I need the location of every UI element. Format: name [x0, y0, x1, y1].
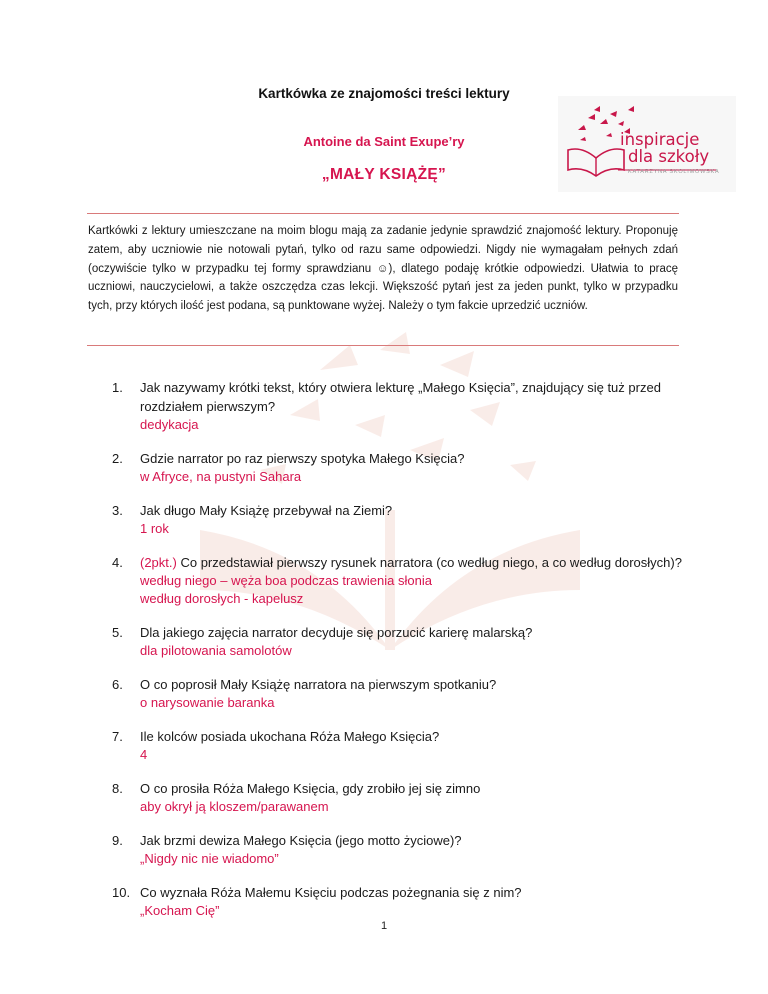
intro-bottom-rule [87, 345, 679, 346]
answer-text: dla pilotowania samolotów [140, 643, 292, 658]
questions-list [112, 378, 682, 935]
question-item [112, 501, 682, 538]
question-text [140, 553, 682, 572]
question-label: Co przedstawiał pierwszy rysunek narratora (co według niego, a co według dorosłych)? [180, 555, 682, 570]
question-number: 8. [112, 781, 123, 796]
answer-text: aby okrył ją kloszem/parawanem [140, 799, 329, 814]
answer-text: o narysowanie baranka [140, 695, 275, 710]
question-label: Jak długo Mały Książę przebywał na Ziemi? [140, 503, 393, 518]
question-item [112, 553, 682, 608]
question-points: (2pkt.) [140, 555, 177, 570]
question-label: Gdzie narrator po raz pierwszy spotyka Małego Księcia? [140, 451, 465, 466]
question-label: Jak nazywamy krótki tekst, który otwiera lekturę „Małego Księcia”, znajdujący się tuż przed rozdziałem pierwszym? [140, 380, 661, 414]
question-item [112, 449, 682, 486]
question-text [140, 675, 682, 694]
answer-text: „Nigdy nic nie wiadomo” [140, 851, 279, 866]
question-number: 1. [112, 380, 123, 395]
question-number: 7. [112, 729, 123, 744]
answer-text: w Afryce, na pustyni Sahara [140, 469, 302, 484]
question-number: 3. [112, 503, 123, 518]
inspiracje-logo [558, 96, 736, 192]
question-item [112, 623, 682, 660]
book-title: „MAŁY KSIĄŻĘ” [321, 166, 447, 183]
question-text [140, 831, 682, 850]
question-item [112, 378, 682, 434]
question-item [112, 831, 682, 868]
question-text [140, 779, 682, 798]
logo-subtitle: KATARZYNA SKOLIMOWSKA [628, 169, 720, 175]
intro-paragraph: Kartkówki z lektury umieszczane na moim blogu mają za zadanie jedynie sprawdzić znajomość lektury. Proponuję zatem, aby uczniowie nie notowali pytań, tylko od razu same odpowiedzi. Nigdy nie wymagałam pełnych zdań (oczywiście tylko w przypadku tej formy sprawdzianu ☺), dlatego podaję krótkie odpowiedzi. Ułatwia to pracę uczniowi, nauczycielowi, a także oszczędza czas lekcji. Większość pytań jest za jeden punkt, tylko w przypadku tych, przy których ilość jest podana, są punktowane wyżej. Należy o tym fakcie uprzedzić uczniów. [88, 225, 678, 313]
page-number: 1 [380, 920, 388, 932]
answer-text: 4 [140, 747, 148, 762]
answer-text: dedykacja [140, 417, 199, 432]
question-number: 2. [112, 451, 123, 466]
question-item [112, 675, 682, 712]
question-text [140, 501, 682, 520]
question-text [140, 378, 682, 416]
answer-text: według dorosłych - kapelusz [140, 591, 304, 606]
document-title: Kartkówka ze znajomości treści lektury [258, 86, 510, 101]
question-label: Jak brzmi dewiza Małego Księcia (jego motto życiowe)? [140, 833, 462, 848]
question-text [140, 623, 682, 642]
question-number: 4. [112, 555, 123, 570]
logo-text-line2: dla szkoły [628, 147, 710, 166]
question-item [112, 883, 682, 920]
question-label: O co prosiła Róża Małego Księcia, gdy zrobiło jej się zimno [140, 781, 481, 796]
question-label: Dla jakiego zajęcia narrator decyduje się porzucić karierę malarską? [140, 625, 533, 640]
author-name: Antoine da Saint Exupe’ry [303, 134, 465, 149]
question-label: Co wyznała Róża Małemu Księciu podczas pożegnania się z nim? [140, 885, 522, 900]
question-text [140, 883, 682, 902]
question-number: 5. [112, 625, 123, 640]
answer-text: według niego – węża boa podczas trawienia słonia [140, 573, 432, 588]
logo-text-line1: inspiracje [620, 130, 700, 149]
question-text [140, 727, 682, 746]
question-item [112, 727, 682, 764]
question-label: O co poprosił Mały Książę narratora na pierwszym spotkaniu? [140, 677, 497, 692]
question-number: 6. [112, 677, 123, 692]
question-label: Ile kolców posiada ukochana Róża Małego Księcia? [140, 729, 440, 744]
answer-text: 1 rok [140, 521, 169, 536]
answer-text: „Kocham Cię” [140, 903, 220, 918]
question-item [112, 779, 682, 816]
question-number: 10. [112, 885, 131, 900]
intro-top-rule [87, 213, 679, 214]
question-text [140, 449, 682, 468]
question-number: 9. [112, 833, 123, 848]
